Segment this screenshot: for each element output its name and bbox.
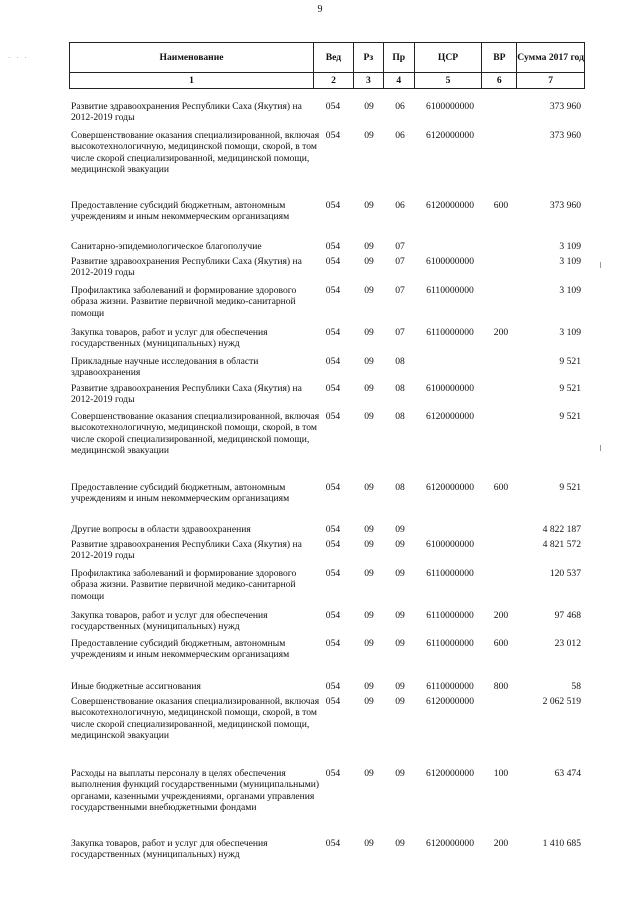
cell-pr: 09 xyxy=(395,696,405,707)
cell-name: Расходы на выплаты персоналу в целях обеспечения выполнения функций государственными (муниципальными) органами, казенными учреждениями, органами управления государственными внебюджетными фондами xyxy=(71,768,320,814)
cell-sum: 9 521 xyxy=(559,411,581,422)
cell-csr: 6100000000 xyxy=(426,101,474,112)
header-rz: Рз xyxy=(353,43,383,72)
cell-rz: 09 xyxy=(364,101,374,112)
cell-ved: 054 xyxy=(325,327,341,338)
cell-name: Развитие здравоохранения Республики Саха (Якутия) на 2012-2019 годы xyxy=(71,383,302,406)
cell-pr: 06 xyxy=(395,101,405,112)
cell-rz: 09 xyxy=(364,411,374,422)
cell-rz: 09 xyxy=(364,681,374,692)
cell-rz: 09 xyxy=(364,200,374,211)
cell-sum: 120 537 xyxy=(549,568,581,579)
column-number: 6 xyxy=(481,73,516,88)
cell-ved: 054 xyxy=(325,241,341,252)
margin-mark xyxy=(600,445,601,451)
budget-table xyxy=(69,42,585,861)
cell-rz: 09 xyxy=(364,638,374,649)
cell-pr: 09 xyxy=(395,681,405,692)
cell-pr: 09 xyxy=(395,524,405,535)
cell-pr: 07 xyxy=(395,241,405,252)
cell-pr: 09 xyxy=(395,539,405,550)
cell-pr: 08 xyxy=(395,482,405,493)
cell-sum: 9 521 xyxy=(559,356,581,367)
scan-speck: · · · xyxy=(8,54,29,62)
cell-ved: 054 xyxy=(325,130,341,141)
cell-ved: 054 xyxy=(325,256,341,267)
cell-pr: 08 xyxy=(395,383,405,394)
cell-vr: 200 xyxy=(493,838,509,849)
cell-pr: 08 xyxy=(395,411,405,422)
cell-sum: 4 821 572 xyxy=(542,539,581,550)
cell-csr: 6120000000 xyxy=(426,696,474,707)
cell-ved: 054 xyxy=(325,200,341,211)
cell-vr: 200 xyxy=(493,327,509,338)
cell-name: Развитие здравоохранения Республики Саха (Якутия) на 2012-2019 годы xyxy=(71,256,302,279)
cell-ved: 054 xyxy=(325,539,341,550)
cell-sum: 58 xyxy=(571,681,581,692)
table-header xyxy=(69,42,585,73)
cell-sum: 9 521 xyxy=(559,482,581,493)
cell-sum: 373 960 xyxy=(549,130,581,141)
cell-ved: 054 xyxy=(325,356,341,367)
cell-vr: 200 xyxy=(493,610,509,621)
cell-csr: 6110000000 xyxy=(426,327,474,338)
cell-ved: 054 xyxy=(325,482,341,493)
page-number: 9 xyxy=(317,4,323,15)
header-csr: ЦСР xyxy=(414,43,482,72)
header-sum: Сумма 2017 год xyxy=(516,43,584,72)
cell-ved: 054 xyxy=(325,696,341,707)
cell-pr: 08 xyxy=(395,356,405,367)
cell-sum: 3 109 xyxy=(559,256,581,267)
cell-name: Предоставление субсидий бюджетным, автономным учреждениям и иным некоммерческим организациям xyxy=(71,482,290,505)
cell-sum: 373 960 xyxy=(549,200,581,211)
cell-rz: 09 xyxy=(364,696,374,707)
cell-rz: 09 xyxy=(364,568,374,579)
cell-csr: 6120000000 xyxy=(426,838,474,849)
cell-rz: 09 xyxy=(364,256,374,267)
cell-csr: 6110000000 xyxy=(426,610,474,621)
cell-pr: 09 xyxy=(395,638,405,649)
cell-csr: 6120000000 xyxy=(426,200,474,211)
cell-sum: 63 474 xyxy=(554,768,581,779)
cell-sum: 3 109 xyxy=(559,241,581,252)
column-number: 7 xyxy=(516,73,584,88)
cell-name: Профилактика заболеваний и формирование здорового образа жизни. Развитие первичной медико-санитарной помощи xyxy=(71,285,297,319)
cell-ved: 054 xyxy=(325,383,341,394)
cell-csr: 6110000000 xyxy=(426,681,474,692)
cell-name: Прикладные научные исследования в области здравоохранения xyxy=(71,356,259,379)
cell-vr: 600 xyxy=(493,638,509,649)
cell-pr: 07 xyxy=(395,327,405,338)
column-number: 4 xyxy=(383,73,414,88)
header-name: Наименование xyxy=(159,51,224,63)
cell-name: Предоставление субсидий бюджетным, автономным учреждениям и иным некоммерческим организациям xyxy=(71,200,290,223)
header-ved: Вед xyxy=(313,43,353,72)
column-number-row xyxy=(69,73,585,89)
cell-ved: 054 xyxy=(325,638,341,649)
cell-rz: 09 xyxy=(364,285,374,296)
cell-sum: 4 822 187 xyxy=(542,524,581,535)
cell-rz: 09 xyxy=(364,356,374,367)
cell-rz: 09 xyxy=(364,482,374,493)
cell-sum: 373 960 xyxy=(549,101,581,112)
cell-name: Развитие здравоохранения Республики Саха (Якутия) на 2012-2019 годы xyxy=(71,101,302,124)
cell-pr: 09 xyxy=(395,610,405,621)
cell-rz: 09 xyxy=(364,383,374,394)
cell-vr: 600 xyxy=(493,200,509,211)
cell-ved: 054 xyxy=(325,610,341,621)
cell-rz: 09 xyxy=(364,241,374,252)
cell-sum: 3 109 xyxy=(559,327,581,338)
cell-csr: 6110000000 xyxy=(426,285,474,296)
column-number: 3 xyxy=(353,73,383,88)
cell-rz: 09 xyxy=(364,524,374,535)
cell-csr: 6110000000 xyxy=(426,568,474,579)
cell-pr: 09 xyxy=(395,768,405,779)
cell-name: Предоставление субсидий бюджетным, автономным учреждениям и иным некоммерческим организациям xyxy=(71,638,290,661)
cell-name: Совершенствование оказания специализированной, включая высокотехнологичную, медицинской помощи, скорой, в том числе скорой специализированной, медицинской помощи, медицинской эвакуации xyxy=(71,130,320,176)
cell-rz: 09 xyxy=(364,610,374,621)
cell-pr: 07 xyxy=(395,285,405,296)
cell-pr: 07 xyxy=(395,256,405,267)
header-pr: Пр xyxy=(383,43,414,72)
cell-name: Совершенствование оказания специализированной, включая высокотехнологичную, медицинской помощи, скорой, в том числе скорой специализированной, медицинской помощи, медицинской эвакуации xyxy=(71,696,320,742)
cell-csr: 6100000000 xyxy=(426,383,474,394)
cell-csr: 6100000000 xyxy=(426,539,474,550)
cell-name: Закупка товаров, работ и услуг для обеспечения государственных (муниципальных) нужд xyxy=(71,838,268,861)
cell-vr: 600 xyxy=(493,482,509,493)
column-number: 1 xyxy=(189,74,194,86)
cell-pr: 06 xyxy=(395,200,405,211)
cell-csr: 6120000000 xyxy=(426,130,474,141)
cell-ved: 054 xyxy=(325,411,341,422)
cell-vr: 800 xyxy=(493,681,509,692)
cell-name: Закупка товаров, работ и услуг для обеспечения государственных (муниципальных) нужд xyxy=(71,327,268,350)
cell-name: Профилактика заболеваний и формирование здорового образа жизни. Развитие первичной медико-санитарной помощи xyxy=(71,568,297,602)
cell-sum: 3 109 xyxy=(559,285,581,296)
cell-rz: 09 xyxy=(364,838,374,849)
cell-rz: 09 xyxy=(364,539,374,550)
cell-name: Закупка товаров, работ и услуг для обеспечения государственных (муниципальных) нужд xyxy=(71,610,268,633)
cell-vr: 100 xyxy=(493,768,509,779)
cell-name: Совершенствование оказания специализированной, включая высокотехнологичную, медицинской помощи, скорой, в том числе скорой специализированной, медицинской помощи, медицинской эвакуации xyxy=(71,411,320,457)
cell-ved: 054 xyxy=(325,101,341,112)
cell-ved: 054 xyxy=(325,768,341,779)
cell-pr: 09 xyxy=(395,838,405,849)
cell-sum: 2 062 519 xyxy=(542,696,581,707)
cell-sum: 9 521 xyxy=(559,383,581,394)
cell-ved: 054 xyxy=(325,838,341,849)
cell-rz: 09 xyxy=(364,130,374,141)
cell-pr: 09 xyxy=(395,568,405,579)
cell-csr: 6120000000 xyxy=(426,411,474,422)
cell-sum: 23 012 xyxy=(554,638,581,649)
cell-csr: 6120000000 xyxy=(426,768,474,779)
header-vr: ВР xyxy=(481,43,516,72)
cell-csr: 6120000000 xyxy=(426,482,474,493)
cell-ved: 054 xyxy=(325,285,341,296)
column-number: 2 xyxy=(313,73,353,88)
cell-ved: 054 xyxy=(325,524,341,535)
cell-csr: 6110000000 xyxy=(426,638,474,649)
cell-name: Иные бюджетные ассигнования xyxy=(71,681,201,692)
cell-csr: 6100000000 xyxy=(426,256,474,267)
cell-pr: 06 xyxy=(395,130,405,141)
cell-sum: 97 468 xyxy=(554,610,581,621)
column-number: 5 xyxy=(414,73,482,88)
cell-ved: 054 xyxy=(325,568,341,579)
cell-name: Другие вопросы в области здравоохранения xyxy=(71,524,251,535)
cell-sum: 1 410 685 xyxy=(542,838,581,849)
cell-rz: 09 xyxy=(364,768,374,779)
cell-ved: 054 xyxy=(325,681,341,692)
margin-mark xyxy=(600,262,601,268)
cell-name: Санитарно-эпидемиологическое благополучие xyxy=(71,241,262,252)
cell-rz: 09 xyxy=(364,327,374,338)
cell-name: Развитие здравоохранения Республики Саха (Якутия) на 2012-2019 годы xyxy=(71,539,302,562)
